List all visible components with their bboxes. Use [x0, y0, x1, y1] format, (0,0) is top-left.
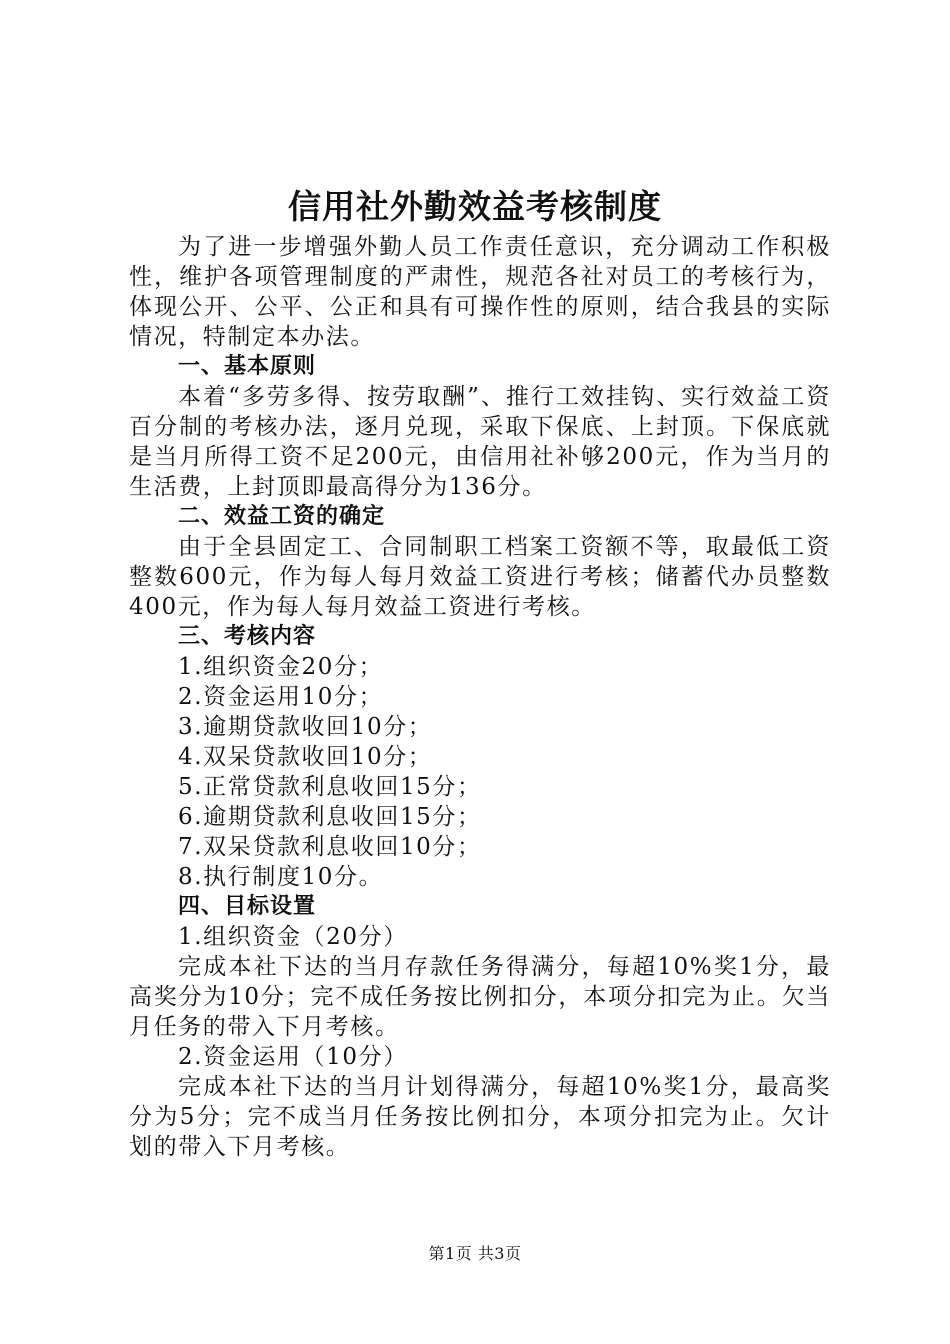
list-item: 6.逾期贷款利息收回15分；: [178, 804, 482, 830]
page-footer: 第1页 共3页: [428, 1244, 522, 1263]
list-item: 3.逾期贷款收回10分；: [178, 714, 433, 740]
list-item: 5.正常贷款利息收回15分；: [178, 774, 482, 800]
subsection-body-fund-usage: 完成本社下达的当月计划得满分，每超10%奖1分，最高奖分为5分；完不成当月任务按比例扣分，本项分扣完为止。欠计划的带入下月考核。: [129, 1074, 831, 1160]
section-heading-basic-principles: 一、基本原则: [178, 354, 317, 379]
list-item: 8.执行制度10分。: [178, 864, 384, 890]
section-body-wage-determination: 由于全县固定工、合同制职工档案工资额不等，取最低工资整数600元，作为每人每月效益工资进行考核；储蓄代办员整数400元，作为每人每月效益工资进行考核。: [129, 534, 831, 620]
list-item: 1.组织资金20分；: [178, 654, 384, 680]
section-body-basic-principles: 本着“多劳多得、按劳取酬”、推行工效挂钩、实行效益工资百分制的考核办法，逐月兑现，采取下保底、上封顶。下保底就是当月所得工资不足200元，由信用社补够200元，作为当月的生活费，上封顶即最高得分为136分。: [129, 384, 831, 500]
list-item: 2.资金运用10分；: [178, 684, 384, 710]
section-heading-target-setting: 四、目标设置: [178, 894, 317, 919]
section-heading-assessment-content: 三、考核内容: [178, 624, 317, 649]
document-title: 信用社外勤效益考核制度: [288, 187, 662, 226]
subsection-title-fund-usage: 2.资金运用（10分）: [178, 1044, 408, 1070]
list-item: 4.双呆贷款收回10分；: [178, 744, 433, 770]
intro-paragraph: 为了进一步增强外勤人员工作责任意识，充分调动工作积极性，维护各项管理制度的严肃性，规范各社对员工的考核行为，体现公开、公平、公正和具有可操作性的原则，结合我县的实际情况，特制定本办法。: [129, 234, 831, 350]
list-item: 7.双呆贷款利息收回10分；: [178, 834, 482, 860]
section-heading-wage-determination: 二、效益工资的确定: [178, 504, 386, 529]
subsection-body-fund-organization: 完成本社下达的当月存款任务得满分，每超10%奖1分，最高奖分为10分；完不成任务按比例扣分，本项分扣完为止。欠当月任务的带入下月考核。: [129, 954, 831, 1040]
document-body: [129, 232, 831, 1162]
subsection-title-fund-organization: 1.组织资金（20分）: [178, 924, 408, 950]
